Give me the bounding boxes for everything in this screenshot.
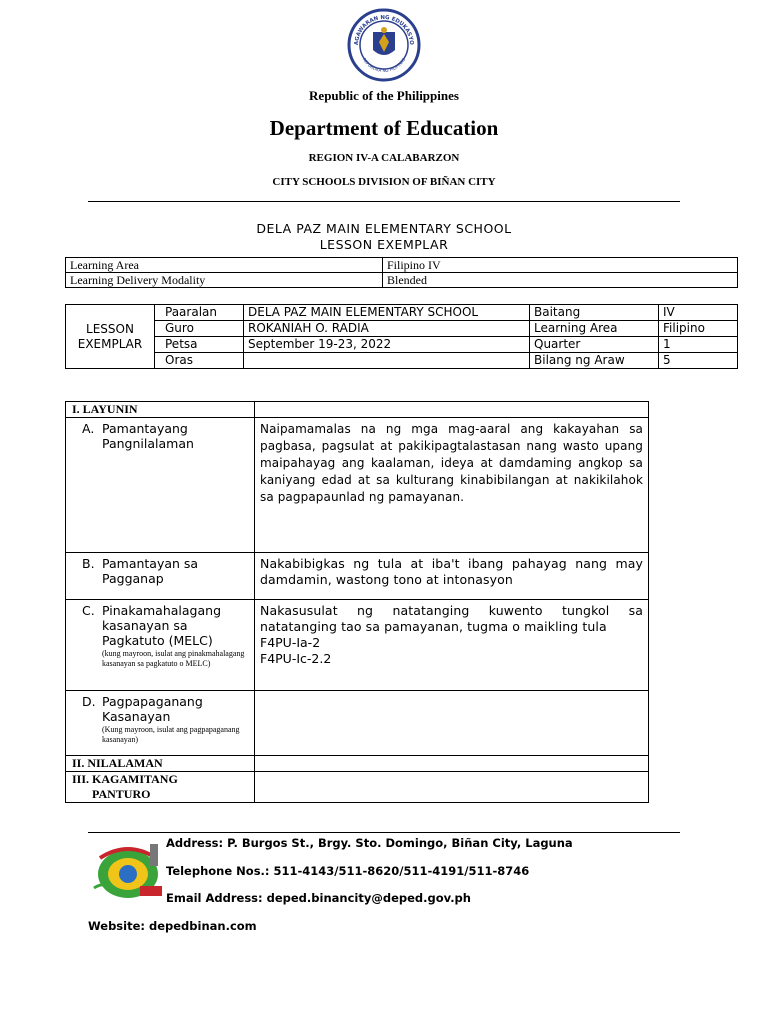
republic-heading: Republic of the Philippines	[309, 88, 459, 103]
division-heading: CITY SCHOOLS DIVISION OF BIÑAN CITY	[272, 176, 496, 188]
table-cell	[255, 772, 649, 803]
table-row	[66, 273, 738, 288]
label-c-note: (kung mayroon, isulat ang pinakmahalagang kasanayan sa pagkatuto o MELC)	[102, 649, 245, 668]
table-cell: Filipino	[659, 321, 738, 337]
table-cell: DELA PAZ MAIN ELEMENTARY SCHOOL	[244, 305, 530, 321]
table-cell	[255, 402, 649, 418]
table-row	[66, 321, 738, 337]
label-d-note: (Kung mayroon, isulat ang pagpapaganang kasanayan)	[102, 725, 240, 744]
seal-bottom-text: REPUBLIKA NG PILIPINAS	[361, 56, 407, 74]
section-kagamitang-line2: PANTURO	[92, 787, 151, 801]
table-cell: ROKANIAH O. RADIA	[244, 321, 530, 337]
table-cell: Quarter	[530, 337, 659, 353]
table-cell	[255, 691, 649, 756]
table-cell	[255, 600, 649, 691]
content-c-code1: F4PU-Ia-2	[260, 635, 321, 650]
footer-address: Address: P. Burgos St., Brgy. Sto. Domingo, Biñan City, Laguna	[166, 836, 573, 850]
table-row	[66, 305, 738, 321]
letter-c: C.	[82, 603, 95, 618]
label-d-text: Pagpapaganang Kasanayan	[102, 694, 203, 724]
info-table	[65, 257, 738, 288]
table-cell: Guro	[155, 321, 244, 337]
footer-website: Website: depedbinan.com	[88, 919, 257, 933]
footer-divider	[88, 832, 680, 833]
table-row	[66, 402, 649, 418]
table-row	[66, 353, 738, 369]
table-cell: 5	[659, 353, 738, 369]
exemplar-table	[65, 304, 738, 369]
table-cell: 1	[659, 337, 738, 353]
school-name: DELA PAZ MAIN ELEMENTARY SCHOOL	[256, 221, 512, 236]
footer-telephone: Telephone Nos.: 511-4143/511-8620/511-4191/511-8746	[166, 864, 530, 878]
letter-b: B.	[82, 556, 95, 571]
table-row	[66, 337, 738, 353]
content-c: Nakasusulat ng natatanging kuwento tungkol sa natatanging tao sa pamayanan, tugma o maikling tula	[260, 603, 643, 634]
table-cell	[66, 600, 255, 691]
table-row	[66, 772, 649, 803]
table-cell	[244, 353, 530, 369]
label-c	[70, 600, 250, 668]
table-cell: Bilang ng Araw	[530, 353, 659, 369]
label-c-text: Pinakamahalagang kasanayan sa Pagkatuto (MELC)	[102, 603, 222, 648]
lesson-table	[65, 401, 649, 803]
seal-top-text: AGAWARAN NG EDUKASYO	[353, 14, 415, 46]
table-cell: Oras	[155, 353, 244, 369]
table-cell: Petsa	[155, 337, 244, 353]
table-row	[66, 418, 649, 553]
content-b: Nakabibigkas ng tula at iba't ibang pahayag nang may damdamin, wastong tono at intonasyon	[255, 553, 649, 600]
label-a	[70, 418, 250, 451]
header-divider	[88, 201, 680, 202]
section-layunin: I. LAYUNIN	[66, 402, 255, 418]
footer-email: Email Address: deped.binancity@deped.gov.ph	[166, 891, 471, 905]
table-cell: Learning Area	[66, 258, 383, 273]
division-logo	[90, 838, 170, 904]
letter-d: D.	[82, 694, 96, 709]
content-c-code2: F4PU-Ic-2.2	[260, 651, 332, 666]
table-cell: Paaralan	[155, 305, 244, 321]
section-kagamitang-line1: III. KAGAMITANG	[72, 772, 178, 786]
label-a-text: Pamantayang Pangnilalaman	[102, 421, 194, 451]
table-cell: IV	[659, 305, 738, 321]
table-row	[66, 553, 649, 600]
label-b	[70, 553, 250, 586]
school-title	[0, 221, 768, 253]
table-cell	[66, 691, 255, 756]
label-b-text: Pamantayan sa Pagganap	[102, 556, 199, 586]
table-cell: Filipino IV	[383, 258, 738, 273]
section-kagamitang	[66, 772, 255, 803]
letter-a: A.	[82, 421, 95, 436]
label-d	[70, 691, 250, 744]
department-heading: Department of Education	[269, 116, 499, 140]
table-row	[66, 258, 738, 273]
region-heading: REGION IV-A CALABARZON	[308, 152, 460, 164]
table-cell	[66, 553, 255, 600]
table-cell: Baitang	[530, 305, 659, 321]
exemplar-side-label: LESSON EXEMPLAR	[66, 305, 155, 369]
section-nilalaman: II. NILALAMAN	[66, 756, 255, 772]
table-cell: Blended	[383, 273, 738, 288]
table-cell	[255, 756, 649, 772]
document-type: LESSON EXEMPLAR	[319, 237, 449, 252]
table-cell: Learning Delivery Modality	[66, 273, 383, 288]
table-row	[66, 691, 649, 756]
content-a: Naipamamalas na ng mga mag-aaral ang kakayahan sa pagbasa, pagsulat at pakikipagtalastasan nang wasto upang maipahayag ang kaalaman, ideya at damdaming angkop sa kaniyang edad at sa kulturang kinabibilangan at nakikilahok sa pagpapaunlad ng pamayanan.	[255, 418, 649, 553]
table-cell: September 19-23, 2022	[244, 337, 530, 353]
deped-seal-logo	[347, 8, 421, 82]
table-row	[66, 756, 649, 772]
table-cell: Learning Area	[530, 321, 659, 337]
table-row	[66, 600, 649, 691]
table-cell	[66, 418, 255, 553]
